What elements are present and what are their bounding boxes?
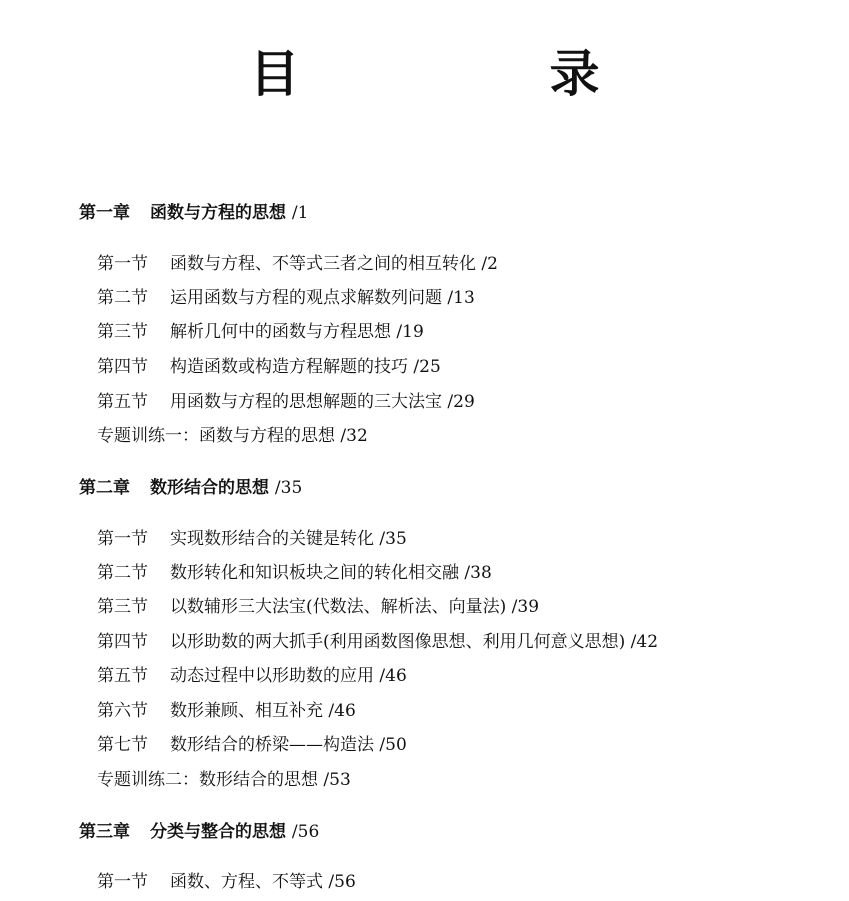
training-entry <box>97 769 351 791</box>
chapter-title: 分类与整合的思想 <box>150 822 286 842</box>
page-number: /19 <box>396 322 424 342</box>
section-number: 第二节 <box>97 288 148 308</box>
chapter-heading <box>79 477 302 499</box>
section-number: 第一节 <box>97 529 148 549</box>
section-number: 第七节 <box>97 735 148 755</box>
section-number: 第一节 <box>97 254 148 274</box>
page-number: /42 <box>630 632 659 652</box>
page-number: /50 <box>379 735 407 755</box>
section-entry <box>97 287 475 309</box>
section-number: 第四节 <box>97 632 148 652</box>
page-number: /1 <box>291 203 309 223</box>
section-number: 第二节 <box>97 563 148 583</box>
training-entry <box>97 425 368 447</box>
chapter-title: 数形结合的思想 <box>150 478 269 498</box>
training-title: 专题训练二：数形结合的思想 <box>97 770 318 790</box>
page-number: /29 <box>447 392 475 412</box>
page-number: /56 <box>328 872 356 892</box>
section-entry <box>97 700 356 722</box>
page-number: /46 <box>379 666 407 686</box>
section-entry <box>97 562 492 584</box>
section-entry <box>97 596 539 618</box>
chapter-heading <box>79 202 308 224</box>
section-entry <box>97 665 407 687</box>
section-title: 以形助数的两大抓手(利用函数图像思想、利用几何意义思想) <box>170 632 626 652</box>
section-entry <box>97 631 658 653</box>
section-entry <box>97 356 441 378</box>
chapter-number: 第二章 <box>79 478 130 498</box>
section-entry <box>97 253 498 275</box>
page-number: /32 <box>340 426 368 446</box>
section-entry <box>97 734 407 756</box>
chapter-number: 第三章 <box>79 822 130 842</box>
page-number: /35 <box>274 478 303 498</box>
section-number: 第四节 <box>97 357 148 377</box>
section-entry <box>97 321 424 343</box>
section-title: 数形结合的桥梁——构造法 <box>170 735 374 755</box>
section-entry <box>97 391 475 413</box>
page-number: /2 <box>481 254 498 274</box>
page-number: /46 <box>328 701 356 721</box>
section-title: 数形转化和知识板块之间的转化相交融 <box>170 563 459 583</box>
section-title: 数形兼顾、相互补充 <box>170 701 323 721</box>
section-number: 第三节 <box>97 322 148 342</box>
section-number: 第一节 <box>97 872 148 892</box>
page-number: /13 <box>447 288 475 308</box>
page-number: /53 <box>323 770 351 790</box>
page-number: /25 <box>413 357 441 377</box>
section-number: 第五节 <box>97 392 148 412</box>
section-entry <box>97 871 356 893</box>
section-title: 函数、方程、不等式 <box>170 872 323 892</box>
section-title: 实现数形结合的关键是转化 <box>170 529 374 549</box>
chapter-number: 第一章 <box>79 203 130 223</box>
section-title: 运用函数与方程的观点求解数列问题 <box>170 288 442 308</box>
chapter-title: 函数与方程的思想 <box>150 203 286 223</box>
page-number: /39 <box>511 597 540 617</box>
section-number: 第三节 <box>97 597 148 617</box>
section-number: 第五节 <box>97 666 148 686</box>
page-title: 目 录 <box>249 45 700 103</box>
section-number: 第六节 <box>97 701 148 721</box>
section-title: 构造函数或构造方程解题的技巧 <box>170 357 408 377</box>
section-title: 以数辅形三大法宝(代数法、解析法、向量法) <box>170 597 507 617</box>
section-title: 解析几何中的函数与方程思想 <box>170 322 391 342</box>
section-title: 用函数与方程的思想解题的三大法宝 <box>170 392 442 412</box>
page-number: /35 <box>379 529 407 549</box>
training-title: 专题训练一：函数与方程的思想 <box>97 426 335 446</box>
section-title: 函数与方程、不等式三者之间的相互转化 <box>170 254 476 274</box>
page-number: /38 <box>464 563 492 583</box>
chapter-heading <box>79 821 319 843</box>
page-number: /56 <box>291 822 320 842</box>
section-entry <box>97 528 407 550</box>
section-title: 动态过程中以形助数的应用 <box>170 666 374 686</box>
